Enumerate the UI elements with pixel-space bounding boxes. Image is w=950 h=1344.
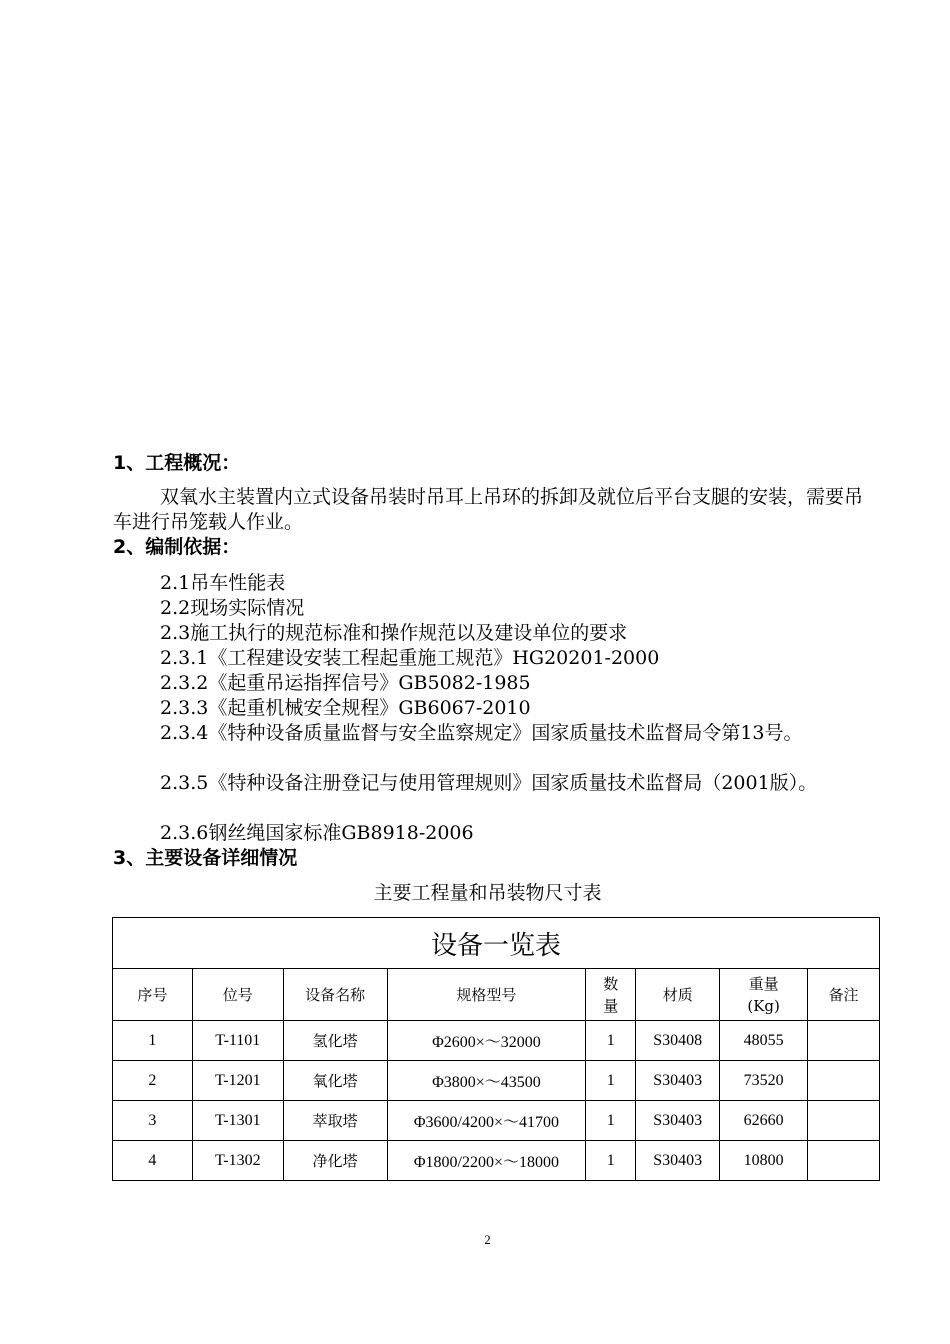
basis-item: 2.2现场实际情况 xyxy=(160,597,305,619)
basis-item: 2.3.1《工程建设安装工程起重施工规范》HG20201-2000 xyxy=(160,647,660,669)
table-cell: Φ3600/4200×～41700 xyxy=(387,1101,586,1141)
table-cell xyxy=(808,1021,880,1061)
table-cell: 氧化塔 xyxy=(283,1061,387,1101)
table-row xyxy=(113,1101,880,1141)
table-cell: 48055 xyxy=(720,1021,808,1061)
table-cell: Φ2600×～32000 xyxy=(387,1021,586,1061)
table-cell: Φ1800/2200×～18000 xyxy=(387,1141,586,1181)
equipment-table xyxy=(112,917,880,1181)
table-row xyxy=(113,1141,880,1181)
table-cell: 1 xyxy=(586,1061,636,1101)
column-header: 位号 xyxy=(192,969,283,1021)
section-2-heading: 2、编制依据： xyxy=(113,536,241,558)
table-cell: 氢化塔 xyxy=(283,1021,387,1061)
column-header: 材质 xyxy=(636,969,720,1021)
table-header-row xyxy=(113,969,880,1021)
table-cell: 3 xyxy=(113,1101,193,1141)
basis-item: 2.1吊车性能表 xyxy=(160,572,286,594)
column-header: 规格型号 xyxy=(387,969,586,1021)
table-cell: S30403 xyxy=(636,1101,720,1141)
table-cell: T-1301 xyxy=(192,1101,283,1141)
column-header: 设备名称 xyxy=(283,969,387,1021)
table-cell: 2 xyxy=(113,1061,193,1101)
table-cell xyxy=(808,1101,880,1141)
table-cell: S30403 xyxy=(636,1061,720,1101)
table-cell: 1 xyxy=(113,1021,193,1061)
table-cell: T-1201 xyxy=(192,1061,283,1101)
table-row xyxy=(113,1021,880,1061)
column-header: 序号 xyxy=(113,969,193,1021)
table-cell: 10800 xyxy=(720,1141,808,1181)
section-3-heading: 3、主要设备详细情况 xyxy=(113,847,298,869)
column-header: 备注 xyxy=(808,969,880,1021)
table-cell: T-1302 xyxy=(192,1141,283,1181)
table-cell: 1 xyxy=(586,1021,636,1061)
basis-item: 2.3.3《起重机械安全规程》GB6067-2010 xyxy=(160,697,531,719)
table-cell: S30403 xyxy=(636,1141,720,1181)
column-header-quantity: 数量 xyxy=(586,969,636,1021)
table-cell: 萃取塔 xyxy=(283,1101,387,1141)
table-cell: 净化塔 xyxy=(283,1141,387,1181)
basis-item: 2.3.6钢丝绳国家标准GB8918-2006 xyxy=(160,822,474,844)
table-cell xyxy=(808,1061,880,1101)
table-cell: T-1101 xyxy=(192,1021,283,1061)
table-cell: 73520 xyxy=(720,1061,808,1101)
table-cell: 1 xyxy=(586,1101,636,1141)
section-1-paragraph: 双氧水主装置内立式设备吊装时吊耳上吊环的拆卸及就位后平台支腿的安装，需要吊车进行吊笼载人作业。 xyxy=(113,486,864,533)
basis-item: 2.3.2《起重吊运指挥信号》GB5082-1985 xyxy=(160,672,531,694)
table-cell xyxy=(808,1141,880,1181)
basis-item: 2.3施工执行的规范标准和操作规范以及建设单位的要求 xyxy=(160,622,628,644)
table-row xyxy=(113,1061,880,1101)
table-cell: 4 xyxy=(113,1141,193,1181)
basis-item: 2.3.4《特种设备质量监督与安全监察规定》国家质量技术监督局令第13号。 xyxy=(160,722,803,744)
column-header-weight: 重量(Kg) xyxy=(720,969,808,1021)
table-caption: 主要工程量和吊装物尺寸表 xyxy=(373,882,602,904)
page-number: 2 xyxy=(484,1232,491,1247)
table-cell: 62660 xyxy=(720,1101,808,1141)
table-cell: Φ3800×～43500 xyxy=(387,1061,586,1101)
table-cell: 1 xyxy=(586,1141,636,1181)
table-cell: S30408 xyxy=(636,1021,720,1061)
table-title: 设备一览表 xyxy=(113,918,880,969)
section-1-heading: 1、工程概况： xyxy=(113,452,241,474)
basis-item: 2.3.5《特种设备注册登记与使用管理规则》国家质量技术监督局（2001版）。 xyxy=(160,772,818,794)
